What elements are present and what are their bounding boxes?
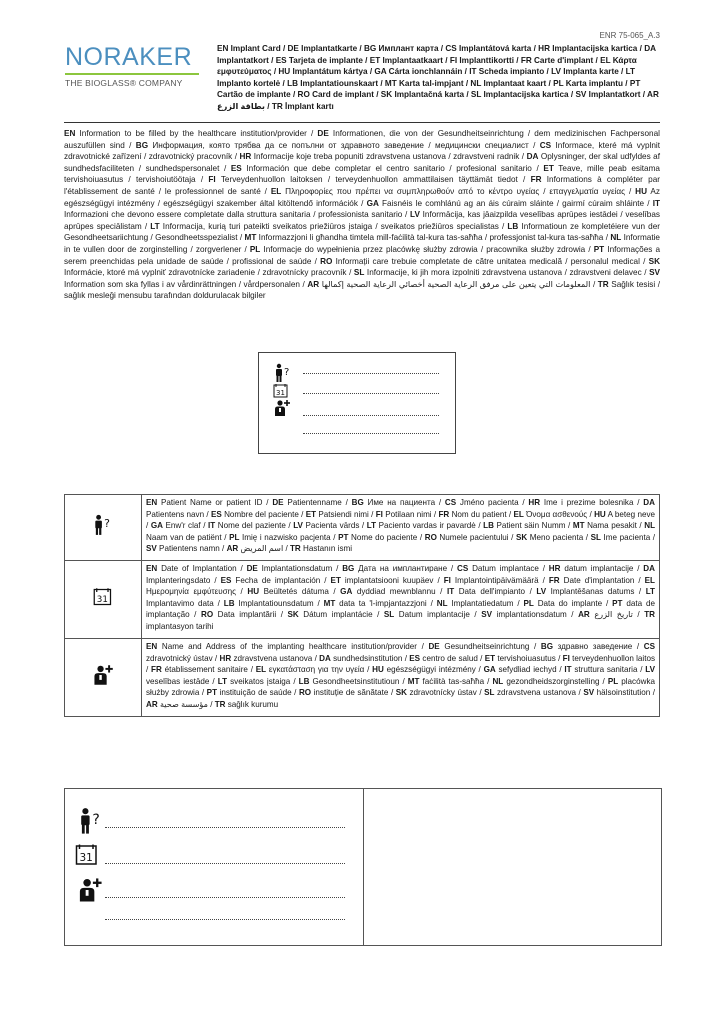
date-line xyxy=(105,863,345,864)
patient-line xyxy=(303,373,439,374)
implant-card-preview xyxy=(258,352,456,454)
svg-text:?: ? xyxy=(284,367,290,378)
legend-text: EN Patient Name or patient ID / DE Patientenname / BG Име на пациента / CS Jméno pacienta / HR Ime i prezime bolesnika / DA Patientens navn / ES Nombre del paciente / ET Patsiendi nimi / FI Potilaan nimi / FR Nom du patient / EL Όνομα ασθενούς / HU A beteg neve / GA Enw'r claf / IT Nome del paziente / LV Pacienta vārds / LT Paciento vardas ir pavardė / LB Patient säin Numm / MT Nama pesakit / NL Naam van de patiënt / PL Imię i nazwisko pacjenta / PT Nome do paciente / RO Numele pacientului / SK Meno pacienta / SL Ime pacienta / SV Patientens namn / AR اسم المريض / TR Hastanın ismi xyxy=(142,495,660,561)
icon-cell xyxy=(65,639,142,717)
legend-text: EN Name and Address of the implanting healthcare institution/provider / DE Gesundheitseinrichtung / BG здравно заведение / CS zdravotnický ústav / HR zdravstvena ustanova / DA sundhedsinstitution / ES centro de salud / ET tervishoiuasutus / FI terveydenhuollon laitos / FR établissement sanitaire / EL εγκατάσταση για την υγεία / HU egészségügyi intézmény / GA sefydliad iechyd / IT struttura sanitaria / LV veselības iestāde / LT sveikatos įstaiga / LB Gesondheetsinstitutioun / MT faċilità tas-saħħa / NL gezondheidszorginstelling / PL placówka służby zdrowia / PT instituição de saúde / RO instituție de sănătate / SK zdravotnícky ústav / SL zdravstvena ustanova / SV hälsoinstitution / AR مؤسسة صحية / TR sağlık kurumu xyxy=(142,639,660,717)
calendar-icon xyxy=(273,383,289,399)
patient-icon xyxy=(273,363,293,383)
icon-cell xyxy=(65,495,142,561)
calendar-icon xyxy=(75,843,99,867)
patient-icon xyxy=(92,514,114,536)
card-fold-divider xyxy=(363,789,364,945)
patient-icon xyxy=(77,807,105,835)
legend-text: EN Date of Implantation / DE Implantationsdatum / BG Дата на имплантиране / CS Datum implantace / HR datum implantacije / DA Implanteringsdato / ES Fecha de implantación / ET implantatsiooni kuupäev / FI Implantointipäivämäärä / FR Date d'implantation / EL Ημερομηνία εμφύτευσης / HU Beültetés dátuma / GA dyddiad mewnblannu / IT Data dell'impianto / LV Implantēšanas datums / LT Implantavimo data / LB Implantatiounsdatum / MT data ta 'l-impjantazzjoni / NL Implantatiedatum / PL Data do implante / PT data de implantação / RO Data implantării / SK Dátum implantácie / SL Datum implantacije / SV implantationsdatum / AR تاريخ الزرع / TR implantasyon tarihi xyxy=(142,561,660,639)
table-row xyxy=(65,561,660,639)
logo-underline xyxy=(65,73,199,75)
institution-line-1 xyxy=(105,897,345,898)
healthcare-provider-icon xyxy=(77,877,103,903)
field-legend-table xyxy=(64,494,660,717)
healthcare-provider-icon xyxy=(92,664,114,686)
healthcare-provider-icon xyxy=(273,399,291,417)
calendar-icon xyxy=(93,587,113,607)
implant-card-cutout xyxy=(64,788,662,946)
svg-text:?: ? xyxy=(104,517,110,531)
logo-tagline: THE BIOGLASS® COMPANY xyxy=(65,78,183,88)
company-logo xyxy=(65,44,207,88)
document-reference: ENR 75-065_A.3 xyxy=(599,31,660,40)
implant-card-title: EN Implant Card / DE Implantatkarte / BG Имплант карта / CS Implantátová karta / HR Implantacijska kartica / DA Implantatkort / ES Tarjeta de implante / ET Implantaatkaart / FI Implanttikortti / FR Carte d'implant / EL Κάρτα εμφυτεύματος / HU Implantátum kártya / GA Cárta ionchlannáin / IT Scheda impianto / LV Implanta karte / LT Implanto kortelė / LB Implantatiounskaart / MT Karta tal-impjant / NL Implantaat kaart / PL Karta implantu / PT Cartão de implante / RO Card de implant / SK Implantačná karta / SL Implantacijska kartica / SV Implantatkort / AR بطاقة الزرع / TR İmplant kartı xyxy=(217,44,659,111)
svg-text:31: 31 xyxy=(79,852,93,864)
table-row xyxy=(65,495,660,561)
icon-cell xyxy=(65,561,142,639)
svg-text:31: 31 xyxy=(276,389,285,397)
institution-line-1 xyxy=(303,415,439,416)
intro-instructions: EN Information to be filled by the healthcare institution/provider / DE Informationen, die von der Gesundheitseinrichtung / dem medizinischen Fachpersonal auszufüllen sind / BG Информация, която трябва да се попълни от здравното заведение / медицински специалист / CS Informace, které má vyplnit zdravotnické zařízení / zdravotnický pracovník / HR Informacije koje treba popuniti zdravstvena ustanova / zdravstveni radnik / DA Oplysninger, der skal udfyldes af sundhedsfaciliteten / sundhedspersonalet / ES Información que debe completar el centro sanitario / profesional sanitario / ET Teave, mille peab esitama tervishoiuasutus / tervishoiutöötaja / FI Terveydenhuollon laitoksen / terveydenhuollon ammattilaisen täyttämät tiedot / FR Informations à compléter par l'établissement de santé / le professionnel de santé / EL Πληροφορίες που πρέπει να συμπληρωθούν από το κέντρο υγείας / επαγγελματία υγείας / HU Az egészségügyi intézmény / egészségügyi szakember által kitöltendő információk / GA Faisnéis le comhlánú ag an áis cúraim sláinte / gairmí cúraim shláinte / IT Informazioni che devono essere completate dalla struttura sanitaria / professionista sanitario / LV Informācija, kas jāaizpilda veselības aprūpes iestādei / veselības aprūpes speciālistam / LT Informacija, kurią turi pateikti sveikatos priežiūros įstaiga / sveikatos priežiūros specialistas / LB Informatioun ze kompletéiere vun der Gesondheetsariichtung / Gesondheetsspezialist / MT Informazzjoni li għandha timtela mill-faċilità tal-kura tas-saħħa / professjonist tal-kura tas-saħħa / NL Informatie in te vullen door de zorginstelling / zorgverlener / PL Informacje do wypełnienia przez placówkę służby zdrowia / pracownika służby zdrowia / PT Informações a serem preenchidas pela unidade de saúde / profissional de saúde / RO Informații care trebuie completate de către unitatea medicală / personalul medical / SK Informácie, ktoré má vyplniť zdravotnícke zariadenie / zdravotnícky pracovník / SL Informacije, ki jih mora izpolniti zdravstvena ustanova / zdravstveni delavec / SV Information som ska fyllas i av vårdinrättningen / vårdpersonalen / AR المعلومات التي يتعين على مرفق الرعاية الصحية أخصائي الرعاية الصحية إكمالها / TR Sağlık tesisi / sağlık mesleği mensubu tarafından doldurulacak bilgiler xyxy=(64,129,661,301)
patient-line xyxy=(105,827,345,828)
table-row xyxy=(65,639,660,717)
institution-line-2 xyxy=(105,919,345,920)
institution-line-2 xyxy=(303,433,439,434)
logo-wordmark: NORAKER xyxy=(65,43,193,71)
date-line xyxy=(303,393,439,394)
svg-text:31: 31 xyxy=(96,595,108,605)
header-divider xyxy=(64,122,660,123)
svg-text:?: ? xyxy=(92,811,100,828)
